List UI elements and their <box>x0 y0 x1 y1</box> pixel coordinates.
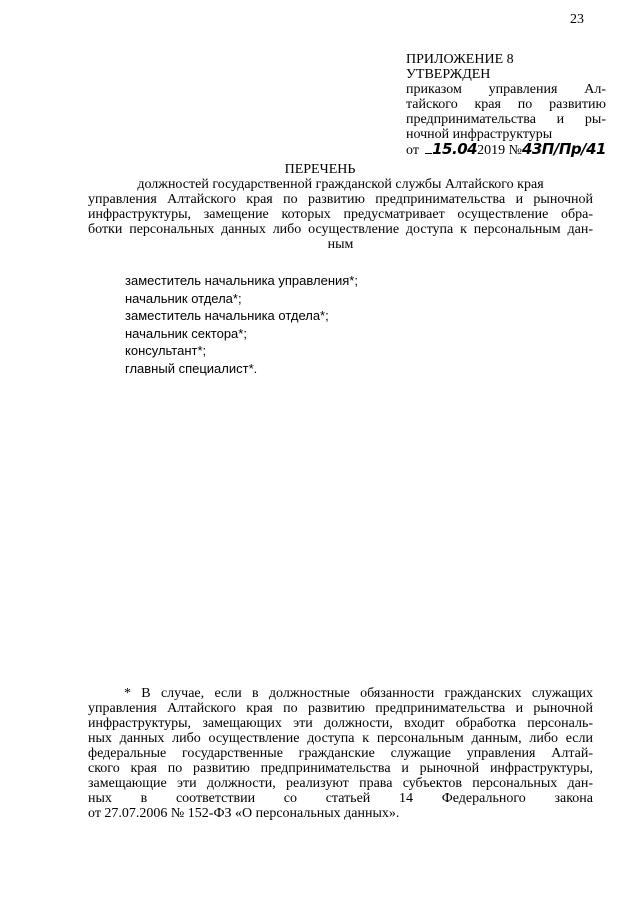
handwritten-date: 15.04 <box>432 140 478 158</box>
date-blank-line <box>425 142 432 154</box>
position-item: заместитель начальника управления*; <box>125 273 358 288</box>
order-line: тайского края по развитию <box>406 97 606 112</box>
approval-block <box>406 52 606 158</box>
position-item: заместитель начальника отдела*; <box>125 308 329 324</box>
handwritten-order-number: 43П/Пр/41 <box>521 140 606 158</box>
order-line: ночной инфраструктуры <box>406 127 553 142</box>
footnote-line: ных данных либо осуществление доступа к персональным данным, либо если <box>88 731 593 746</box>
document-title: ПЕРЕЧЕНЬ <box>284 162 356 177</box>
subtitle-line: управления Алтайского края по развитию предпринимательства и рыночной <box>88 192 593 207</box>
subtitle-line: ботки персональных данных либо осуществление доступа к персональным дан- <box>88 222 593 237</box>
footnote-line: ского края по развитию предпринимательства и рыночной инфраструктуры, <box>88 761 593 776</box>
order-year: 2019 № <box>477 143 522 158</box>
position-item: консультант*; <box>125 343 207 359</box>
footnote-line: управления Алтайского края по развитию предпринимательства и рыночной <box>88 701 593 716</box>
page-number: 23 <box>570 12 584 27</box>
footnote-line: инфраструктуры, замещающих эти должности, входит обработка персональ- <box>88 716 593 731</box>
position-item: главный специалист*. <box>125 360 258 376</box>
approved-label: УТВЕРЖДЕН <box>406 67 491 82</box>
order-line: предпринимательства и ры- <box>406 112 606 127</box>
position-item: начальник сектора*; <box>125 325 247 341</box>
order-line: приказом управления Ал- <box>406 82 606 97</box>
subtitle-line: ным <box>327 237 354 252</box>
footnote-line: федеральные государственные гражданские служащие управления Алтай- <box>88 746 593 761</box>
footnote-line: замещающие эти должности, реализуют права субъектов персональных дан- <box>88 776 593 791</box>
positions-list <box>125 272 358 378</box>
date-prefix: от <box>406 143 419 158</box>
subtitle-line: инфраструктуры, замещение которых предусматривает осуществление обра- <box>88 207 593 222</box>
footnote-line: от 27.07.2006 № 152-ФЗ «О персональных данных». <box>88 806 400 821</box>
subtitle-line: должностей государственной гражданской службы Алтайского края <box>137 177 544 192</box>
appendix-label: ПРИЛОЖЕНИЕ 8 <box>406 52 514 67</box>
footnote <box>88 686 593 821</box>
footnote-line: * В случае, если в должностные обязанности гражданских служащих <box>124 686 593 701</box>
position-item: начальник отдела*; <box>125 290 242 306</box>
order-date-row <box>406 142 606 158</box>
footnote-line: ных в соответствии со статьей 14 Федерального закона <box>88 791 593 806</box>
document-subtitle <box>88 177 593 252</box>
